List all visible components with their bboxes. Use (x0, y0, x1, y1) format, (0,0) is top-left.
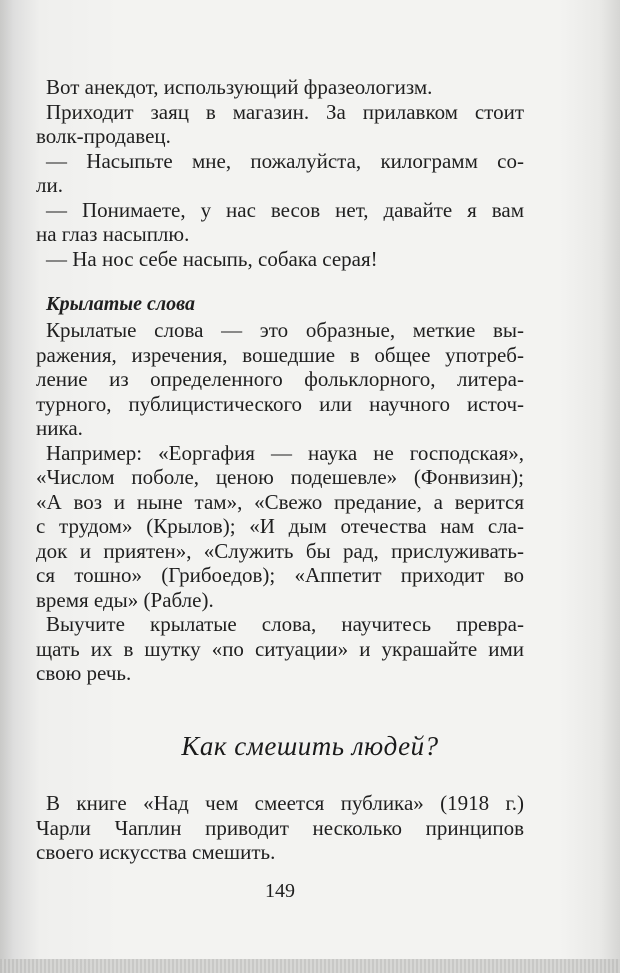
text-line: Крылатые слова — это образные, меткие вы- (46, 318, 524, 342)
text-line: «А воз и ныне там», «Свежо предание, а верится (36, 489, 524, 514)
anecdote-block (36, 75, 524, 271)
text-line: В книге «Над чем смеется публика» (1918 г.) (46, 791, 524, 815)
page-number: 149 (265, 880, 295, 902)
section-title: Крылатые слова (46, 293, 195, 315)
text-line: ника. (36, 416, 83, 440)
text-line: ли. (36, 173, 63, 197)
text-line: своего искусства смешить. (36, 840, 276, 864)
text-line: «Числом поболе, ценою подешевле» (Фонвизин); (36, 465, 524, 489)
text-line: Например: «Еоргафия — наука не господская», (46, 440, 524, 465)
text-line: ся тошно» (Грибоедов); «Аппетит приходит во (36, 563, 524, 587)
text-line: ражения, изречения, вошедшие в общее употреб- (36, 342, 524, 367)
text-line: время еды» (Рабле). (36, 587, 214, 612)
text-line: — Понимаете, у нас весов нет, давайте я вам (46, 197, 524, 222)
text-line: волк-продавец. (36, 124, 171, 148)
text-line: ление из определенного фольклорного, литера- (36, 367, 524, 391)
text-line: Приходит заяц в магазин. За прилавком стоит (46, 99, 524, 124)
text-line: — Насыпьте мне, пожалуйста, килограмм со- (46, 148, 524, 173)
text-line: щать их в шутку «по ситуации» и украшайте ими (36, 636, 524, 661)
text-line: Вот анекдот, использующий фразеологизм. (46, 75, 433, 99)
text-line: турного, публицистического или научного источ- (36, 391, 524, 416)
text-line: на глаз насыплю. (36, 222, 190, 246)
text-line: Чарли Чаплин приводит несколько принципов (36, 815, 524, 840)
page-bottom-edge (0, 959, 620, 973)
winged-words-block (36, 318, 524, 686)
chaplin-block (36, 791, 524, 865)
text-line: — На нос себе насыпь, собака серая! (46, 246, 378, 271)
chapter-heading: Как смешить людей? (181, 731, 439, 761)
text-line: свою речь. (36, 661, 132, 685)
text-line: Выучите крылатые слова, научитесь превра- (46, 612, 524, 636)
text-line: с трудом» (Крылов); «И дым отечества нам сла- (36, 514, 524, 538)
text-line: док и приятен», «Служить бы рад, прислуживать- (36, 538, 524, 563)
